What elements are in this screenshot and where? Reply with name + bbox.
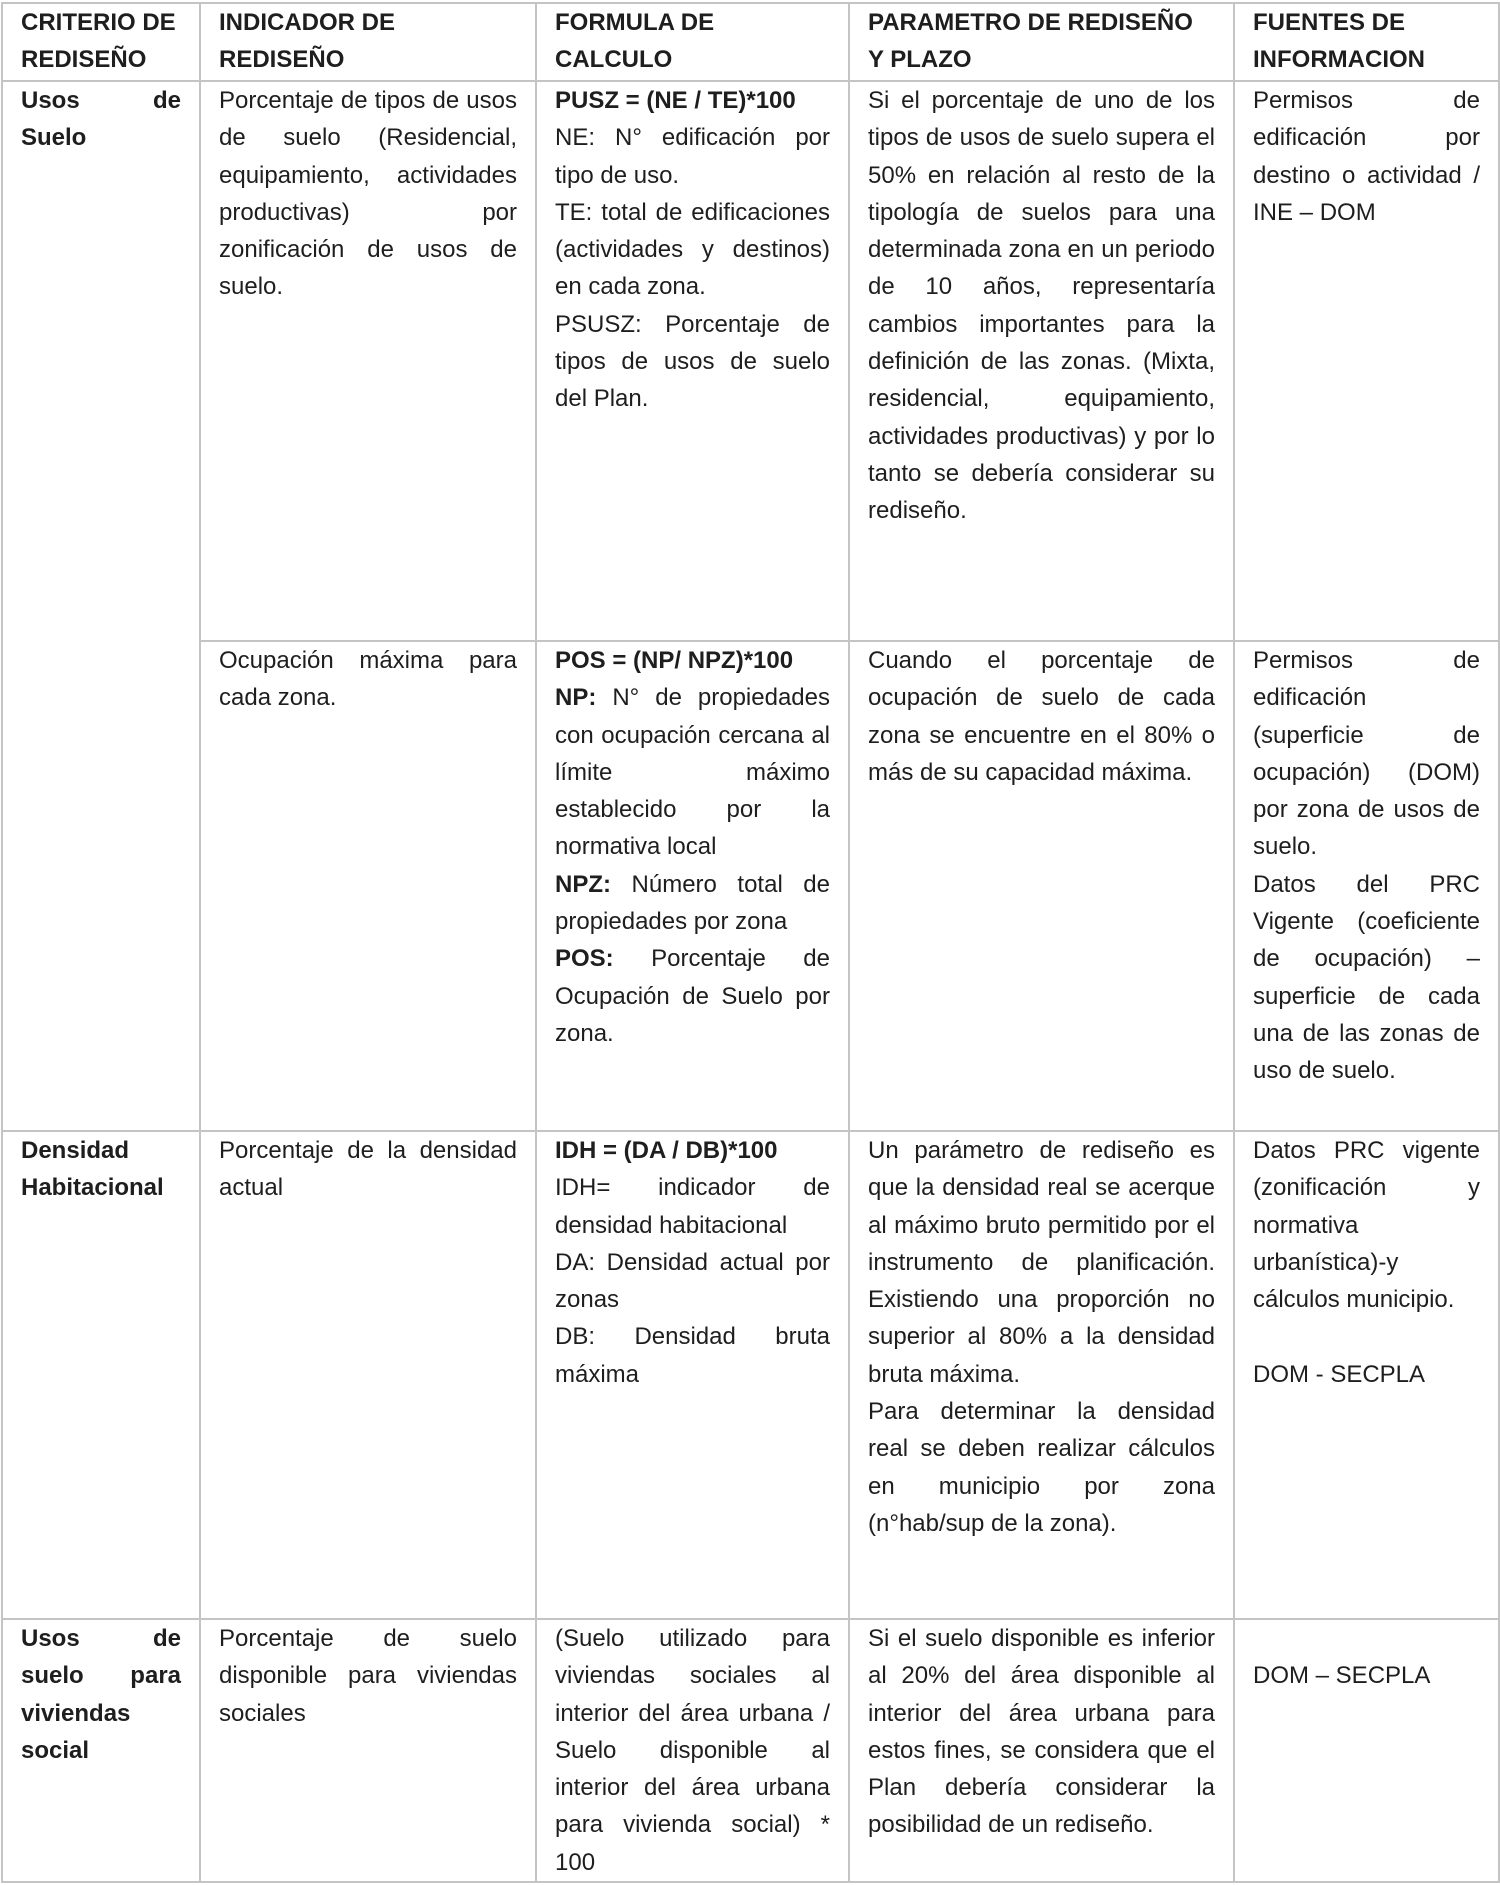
paragraph (1253, 866, 1480, 1090)
header-criterio: CRITERIO DE REDISEÑO (2, 3, 200, 81)
cell-fuentes (1234, 1619, 1499, 1882)
paragraph (219, 1132, 517, 1207)
bold-label: PUSZ = (NE / TE)*100 (555, 87, 796, 114)
cell-fuentes (1234, 641, 1499, 1131)
cell-fuentes (1234, 1131, 1499, 1619)
paragraph (555, 1620, 830, 1881)
bold-label: POS: (555, 945, 614, 973)
paragraph (1253, 1356, 1480, 1393)
header-parametro: PARAMETRO DE REDISEÑO Y PLAZO (849, 3, 1234, 81)
table-row (2, 1131, 1499, 1619)
paragraph (555, 82, 830, 119)
text: DOM – SECPLA (1253, 1662, 1431, 1690)
text: N° de propiedades con ocupación cercana al límite máximo establecido por la normativa local (555, 684, 830, 861)
paragraph (219, 82, 517, 306)
bold-label: NP: (555, 684, 597, 712)
header-row (2, 3, 1499, 81)
cell-criterio: Usos de Suelo (2, 81, 200, 1131)
header-formula: FORMULA DE CALCULO (536, 3, 849, 81)
text: Si el suelo disponible es inferior al 20% del área disponible al interior del área urbana para estos fines, se considera que el Plan debería considerar la posibilidad de un rediseño. (868, 1625, 1215, 1839)
cell-formula (536, 641, 849, 1131)
text: Datos PRC vigente (zonificación y normativa urbanística)-y cálculos municipio. (1253, 1137, 1480, 1314)
paragraph (555, 306, 830, 418)
paragraph (555, 679, 830, 865)
paragraph (555, 642, 830, 679)
cell-parametro (849, 1619, 1234, 1882)
paragraph (1253, 1620, 1480, 1657)
text: Porcentaje de Ocupación de Suelo por zona. (555, 945, 830, 1047)
paragraph (868, 1393, 1215, 1542)
header-fuentes: FUENTES DE INFORMACION (1234, 3, 1499, 81)
paragraph (219, 642, 517, 717)
text: PSUSZ: Porcentaje de tipos de usos de suelo del Plan. (555, 310, 830, 413)
text: Si el porcentaje de uno de los tipos de usos de suelo supera el 50% en relación al resto de la tipología de suelos para una determinada zona en un periodo de 10 años, representaría cambios importantes para la definición de las zonas. (Mixta, residencial, equipamiento, actividades productivas) y por lo tanto se debería considerar su rediseño. (868, 87, 1215, 525)
text: TE: total de edificaciones (actividades y destinos) en cada zona. (555, 198, 830, 301)
text: Para determinar la densidad real se deben realizar cálculos en municipio por zona (n°hab/sup de la zona). (868, 1398, 1215, 1537)
paragraph (555, 866, 830, 941)
paragraph (555, 1244, 830, 1319)
paragraph (555, 1132, 830, 1169)
cell-criterio: Densidad Habitacional (2, 1131, 200, 1619)
paragraph (868, 82, 1215, 530)
text: Permisos de edificación por destino o actividad / INE – DOM (1253, 87, 1480, 226)
paragraph (1253, 1657, 1480, 1694)
text: DA: Densidad actual por zonas (555, 1248, 830, 1314)
cell-formula (536, 81, 849, 641)
cell-formula (536, 1619, 849, 1882)
text: Número total de propiedades por zona (555, 870, 830, 936)
text: Porcentaje de suelo disponible para viviendas sociales (219, 1625, 517, 1727)
cell-indicador (200, 641, 536, 1131)
text: Cuando el porcentaje de ocupación de suelo de cada zona se encuentre en el 80% o más de su capacidad máxima. (868, 647, 1215, 786)
cell-criterio: Usos de suelo para viviendas social (2, 1619, 200, 1882)
table-row (2, 641, 1499, 1131)
text: Un parámetro de rediseño es que la densidad real se acerque al máximo bruto permitido por el instrumento de planificación. Existiendo una proporción no superior al 80% a la densidad bruta máxima. (868, 1137, 1215, 1388)
cell-indicador (200, 1131, 536, 1619)
text: DOM - SECPLA (1253, 1360, 1426, 1388)
paragraph (1253, 1318, 1480, 1355)
paragraph (555, 1318, 830, 1393)
cell-parametro (849, 81, 1234, 641)
text: Permisos de edificación (superficie de ocupación) (DOM) por zona de usos de suelo. (1253, 647, 1480, 861)
bold-label: NPZ: (555, 870, 611, 898)
bold-label: IDH = (DA / DB)*100 (555, 1137, 778, 1164)
paragraph (1253, 1132, 1480, 1318)
cell-parametro (849, 641, 1234, 1131)
bold-label: POS = (NP/ NPZ)*100 (555, 647, 794, 674)
paragraph (219, 1620, 517, 1732)
text: Ocupación máxima para cada zona. (219, 647, 517, 712)
text: IDH= indicador de densidad habitacional (555, 1174, 830, 1239)
paragraph (1253, 642, 1480, 866)
paragraph (868, 1132, 1215, 1393)
cell-indicador (200, 1619, 536, 1882)
paragraph (555, 119, 830, 194)
text: Datos del PRC Vigente (coeficiente de ocupación) – superficie de cada una de las zonas de uso de suelo. (1253, 870, 1480, 1085)
paragraph (868, 1620, 1215, 1844)
paragraph (555, 940, 830, 1052)
paragraph (555, 194, 830, 306)
redesign-criteria-table (1, 2, 1500, 1883)
paragraph (1253, 82, 1480, 231)
cell-formula (536, 1131, 849, 1619)
cell-parametro (849, 1131, 1234, 1619)
table-row (2, 81, 1499, 641)
header-indicador: INDICADOR DE REDISEÑO (200, 3, 536, 81)
text: DB: Densidad bruta máxima (555, 1323, 830, 1388)
cell-indicador (200, 81, 536, 641)
text: (Suelo utilizado para viviendas sociales al interior del área urbana / Suelo disponible al interior del área urbana para vivienda social) * 100 (555, 1625, 830, 1876)
cell-fuentes (1234, 81, 1499, 641)
table-row (2, 1619, 1499, 1882)
text: Porcentaje de la densidad actual (219, 1137, 517, 1202)
paragraph (555, 1169, 830, 1244)
table-body (2, 81, 1499, 1882)
paragraph (868, 642, 1215, 791)
text: NE: N° edificación por tipo de uso. (555, 124, 830, 189)
text: Porcentaje de tipos de usos de suelo (Residencial, equipamiento, actividades productivas) por zonificación de usos de suelo. (219, 87, 517, 301)
